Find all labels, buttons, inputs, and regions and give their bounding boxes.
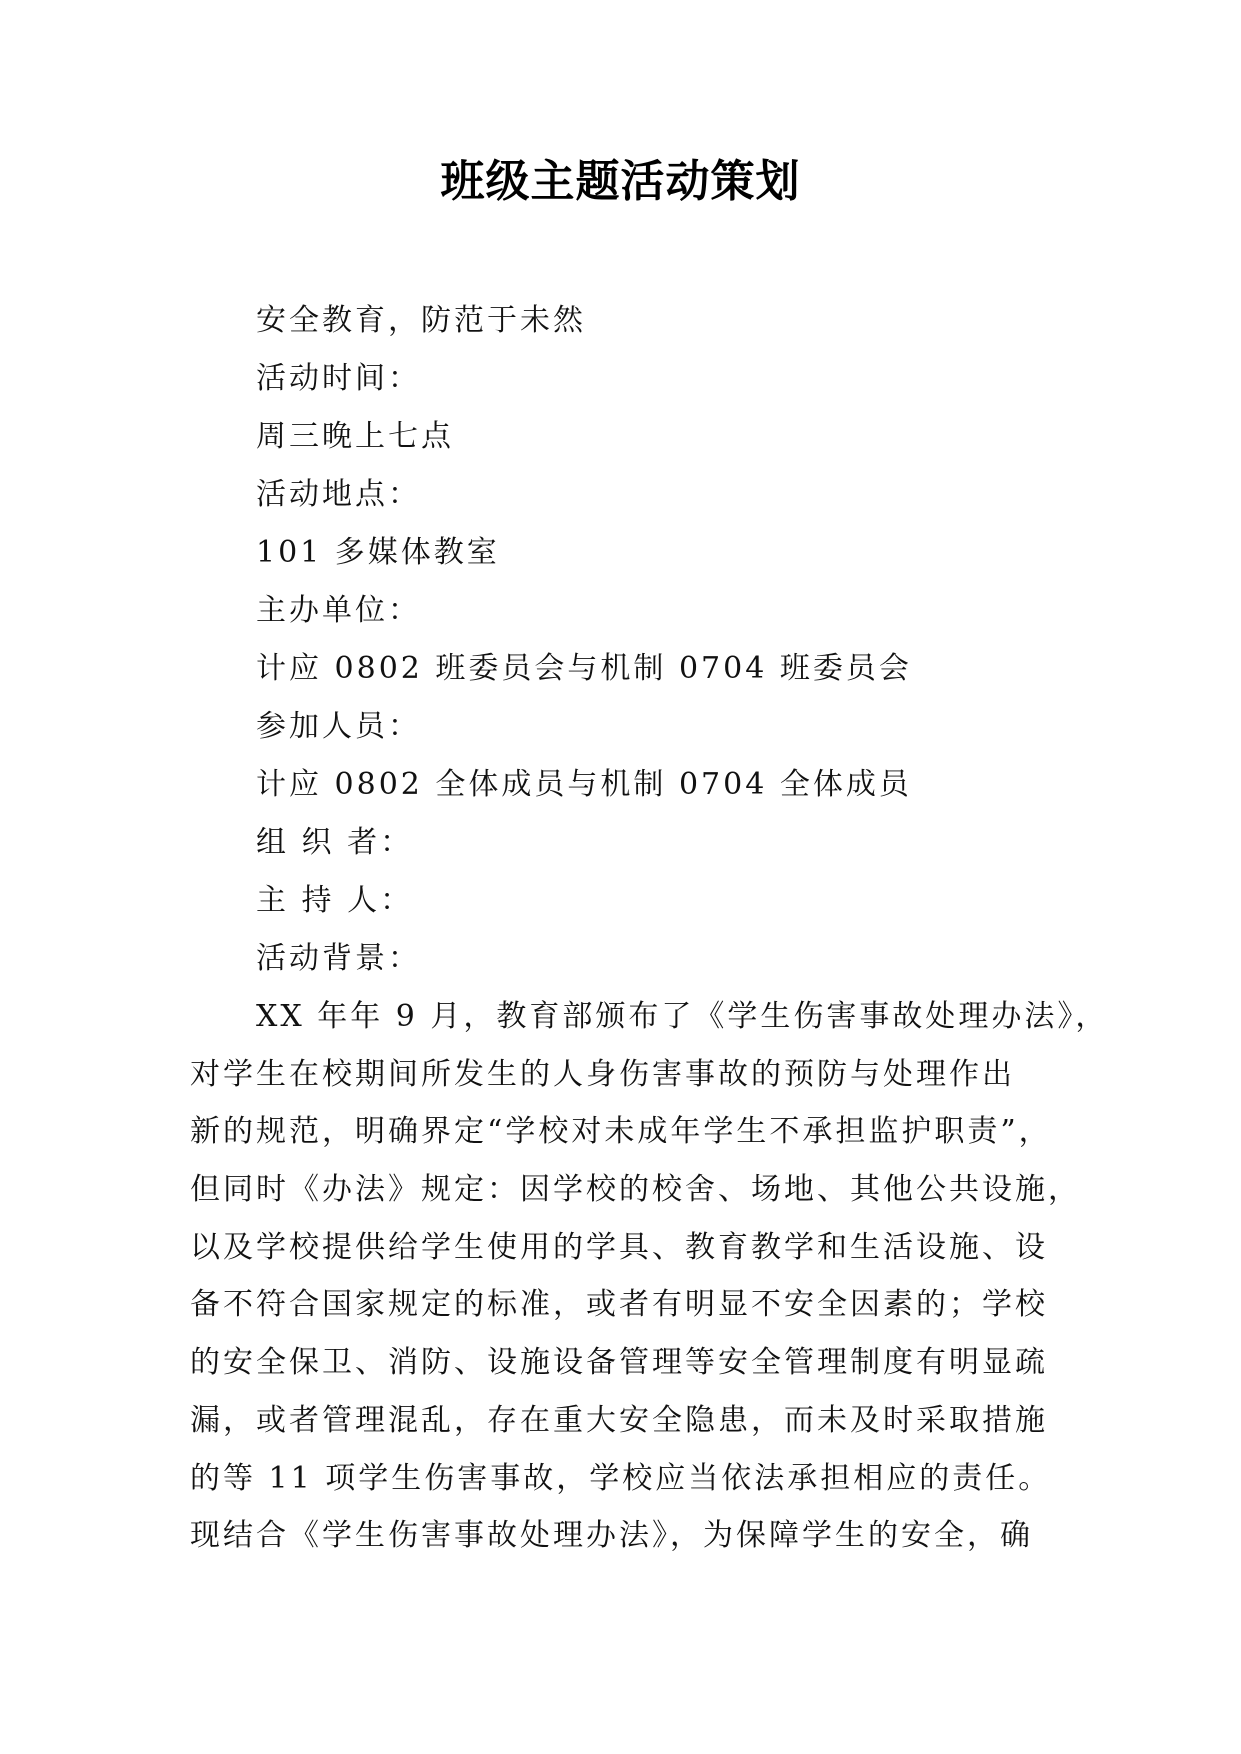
info-lines bbox=[256, 292, 1056, 988]
subtitle-line: 安全教育，防范于未然 bbox=[256, 303, 586, 338]
paragraph-line: 的等 11 项学生伤害事故，学校应当依法承担相应的责任。 bbox=[190, 1460, 1052, 1496]
participants-label: 参加人员： bbox=[256, 709, 421, 744]
paragraph-line: 的安全保卫、消防、设施设备管理等安全管理制度有明显疏 bbox=[190, 1345, 1048, 1381]
organizer-unit-label: 主办单位： bbox=[256, 593, 421, 628]
background-label: 活动背景： bbox=[256, 941, 421, 976]
organizer-unit-value: 计应 0802 班委员会与机制 0704 班委员会 bbox=[256, 651, 912, 686]
paragraph-line: 但同时《办法》规定：因学校的校舍、场地、其他公共设施， bbox=[190, 1172, 1081, 1208]
activity-location-label: 活动地点： bbox=[256, 477, 421, 512]
paragraph-line: XX 年年 9 月，教育部颁布了《学生伤害事故处理办法》， bbox=[256, 999, 1109, 1034]
document-title: 班级主题活动策划 bbox=[440, 156, 801, 207]
paragraph-line: 现结合《学生伤害事故处理办法》，为保障学生的安全，确 bbox=[190, 1518, 1033, 1554]
activity-time-value: 周三晚上七点 bbox=[256, 419, 454, 454]
participants-value: 计应 0802 全体成员与机制 0704 全体成员 bbox=[256, 767, 912, 802]
activity-time-label: 活动时间： bbox=[256, 361, 421, 396]
activity-location-value: 101 多媒体教室 bbox=[256, 535, 500, 570]
host-label: 主 持 人： bbox=[256, 883, 414, 918]
paragraph-line: 备不符合国家规定的标准，或者有明显不安全因素的；学校 bbox=[190, 1287, 1048, 1323]
paragraph-line: 新的规范，明确界定“学校对未成年学生不承担监护职责”， bbox=[190, 1114, 1052, 1150]
paragraph-line: 对学生在校期间所发生的人身伤害事故的预防与处理作出 bbox=[190, 1056, 1015, 1092]
paragraph-line: 以及学校提供给学生使用的学具、教育教学和生活设施、设 bbox=[190, 1229, 1048, 1265]
paragraph-line: 漏，或者管理混乱，存在重大安全隐患，而未及时采取措施 bbox=[190, 1402, 1048, 1438]
organizer-label: 组 织 者： bbox=[256, 825, 414, 860]
background-paragraph bbox=[190, 988, 1109, 1565]
